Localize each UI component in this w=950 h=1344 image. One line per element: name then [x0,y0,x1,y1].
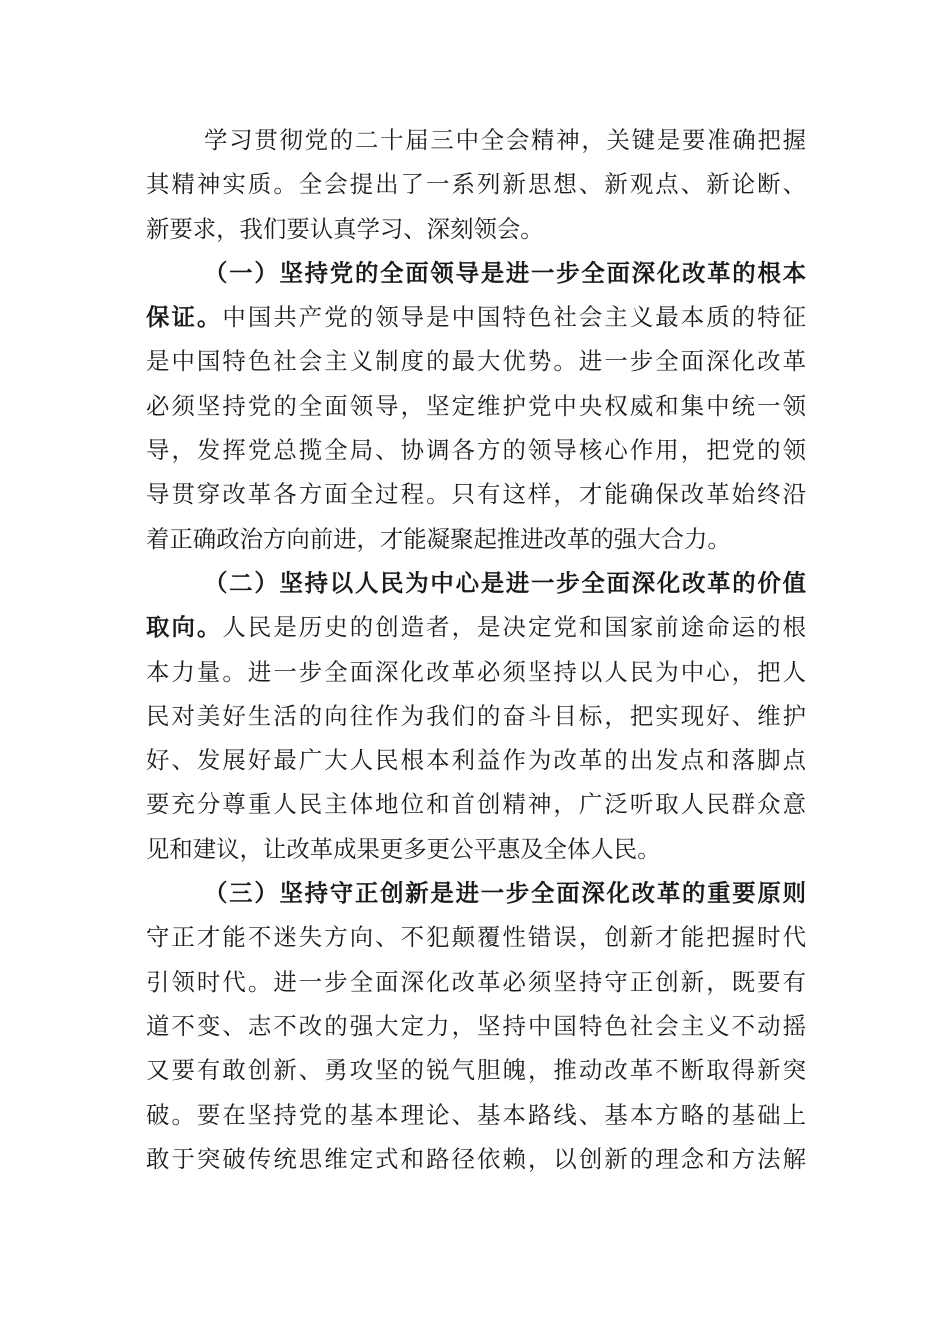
text-line [146,1137,806,1181]
text-run: 破。要在坚持党的基本理论、基本路线、基本方略的基础上 [146,1100,806,1129]
text-run: 民对美好生活的向往作为我们的奋斗目标，把实现好、维护 [146,701,806,730]
text-run: 学习贯彻党的二十届三中全会精神，关键是要准确把握 [204,126,806,154]
document-body [146,118,806,1181]
text-run: 人民是历史的创造者，是决定党和国家前途命运的根 [222,613,806,642]
text-line [146,694,806,738]
text-line [146,738,806,782]
paragraph-intro [146,118,806,251]
text-run: 好、发展好最广大人民根本利益作为改革的出发点和落脚点 [146,746,806,775]
text-line [146,207,806,251]
text-line [146,472,806,516]
section-heading: （三）坚持守正创新是进一步全面深化改革的重要原则 [204,879,806,908]
text-run: 是中国特色社会主义制度的最大优势。进一步全面深化改革 [146,347,806,376]
text-run: 守正才能不迷失方向、不犯颠覆性错误，创新才能把握时代 [146,923,806,952]
text-line [146,118,806,162]
paragraph-section-1 [146,251,806,561]
text-line [146,517,806,561]
text-line [146,339,806,383]
text-run: 新要求，我们要认真学习、深刻领会。 [146,214,544,243]
text-run: 见和建议，让改革成果更多更公平惠及全体人民。 [146,834,661,863]
text-run: 其精神实质。全会提出了一系列新思想、新观点、新论断、 [146,170,806,199]
text-line [146,782,806,826]
paragraph-section-2 [146,561,806,871]
section-heading: （二）坚持以人民为中心是进一步全面深化改革的价值 [204,568,806,597]
text-line [146,605,806,649]
text-line [146,827,806,871]
text-line [146,428,806,472]
text-line [146,1093,806,1137]
section-heading: 保证。 [146,303,223,332]
text-run: 敢于突破传统思维定式和路径依赖，以创新的理念和方法解 [146,1144,806,1173]
text-run: 要充分尊重人民主体地位和首创精神，广泛听取人民群众意 [146,790,806,819]
text-run: 中国共产党的领导是中国特色社会主义最本质的特征 [222,303,806,332]
text-line [146,650,806,694]
text-line [146,295,806,339]
text-line [146,871,806,915]
text-run: 导贯穿改革各方面全过程。只有这样，才能确保改革始终沿 [146,480,806,509]
text-run: 引领时代。进一步全面深化改革必须坚持守正创新，既要有 [146,967,806,996]
text-run: 导，发挥党总揽全局、协调各方的领导核心作用，把党的领 [146,436,806,465]
text-line [146,1048,806,1092]
text-line [146,561,806,605]
text-run: 道不变、志不改的强大定力，坚持中国特色社会主义不动摇 [146,1011,806,1040]
text-run: 本力量。进一步全面深化改革必须坚持以人民为中心，把人 [146,657,806,686]
text-line [146,915,806,959]
text-line [146,162,806,206]
text-run: 着正确政治方向前进，才能凝聚起推进改革的强大合力。 [146,524,731,553]
text-run: 又要有敢创新、勇攻坚的锐气胆魄，推动改革不断取得新突 [146,1056,806,1085]
section-heading: （一）坚持党的全面领导是进一步全面深化改革的根本 [204,258,806,287]
paragraph-section-3 [146,871,806,1181]
text-run: 必须坚持党的全面领导，坚定维护党中央权威和集中统一领 [146,391,806,420]
text-line [146,1004,806,1048]
text-line [146,251,806,295]
text-line [146,384,806,428]
section-heading: 取向。 [146,613,223,642]
text-line [146,960,806,1004]
